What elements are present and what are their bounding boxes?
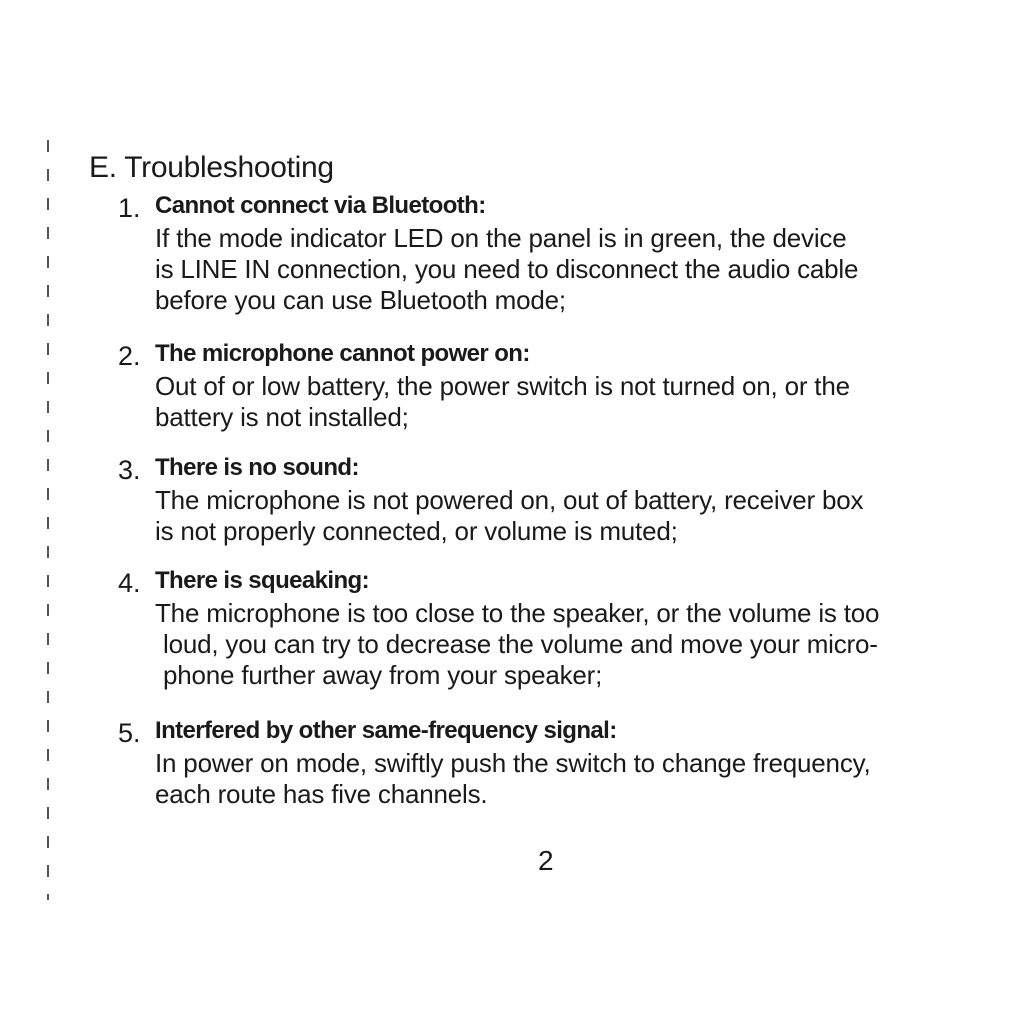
- description-line: If the mode indicator LED on the panel is in green, the device: [155, 223, 847, 253]
- item-description: [155, 485, 863, 547]
- description-line: The microphone is not powered on, out of battery, receiver box: [155, 485, 864, 515]
- description-line: Out of or low battery, the power switch is not turned on, or the: [155, 371, 850, 401]
- description-line: loud, you can try to decrease the volume and move your micro-: [163, 629, 878, 659]
- item-description: [155, 223, 858, 316]
- description-line: battery is not installed;: [155, 402, 409, 432]
- description-line: The microphone is too close to the speaker, or the volume is too: [155, 598, 880, 628]
- description-line: In power on mode, swiftly push the switch to change frequency,: [155, 748, 871, 778]
- item-description: [155, 748, 871, 810]
- item-title: Cannot connect via Bluetooth:: [155, 192, 486, 219]
- section-heading: E. Troubleshooting: [89, 151, 334, 184]
- description-line: phone further away from your speaker;: [163, 660, 603, 690]
- item-description: [155, 371, 850, 433]
- item-title: There is squeaking:: [155, 567, 369, 594]
- item-number: 1.: [118, 193, 141, 223]
- item-number: 2.: [118, 341, 141, 371]
- description-line: before you can use Bluetooth mode;: [155, 285, 566, 315]
- page-number: 2: [538, 845, 554, 876]
- description-line: each route has five channels.: [155, 779, 488, 809]
- item-title: There is no sound:: [155, 454, 359, 481]
- item-title: Interfered by other same-frequency signal:: [155, 717, 617, 744]
- item-number: 3.: [118, 455, 141, 485]
- dashed-cut-line: [47, 140, 49, 900]
- item-title: The microphone cannot power on:: [155, 340, 530, 367]
- description-line: is not properly connected, or volume is muted;: [155, 516, 678, 546]
- item-number: 4.: [118, 568, 141, 598]
- description-line: is LINE IN connection, you need to disconnect the audio cable: [155, 254, 859, 284]
- item-number: 5.: [118, 718, 141, 748]
- item-description: [155, 598, 879, 691]
